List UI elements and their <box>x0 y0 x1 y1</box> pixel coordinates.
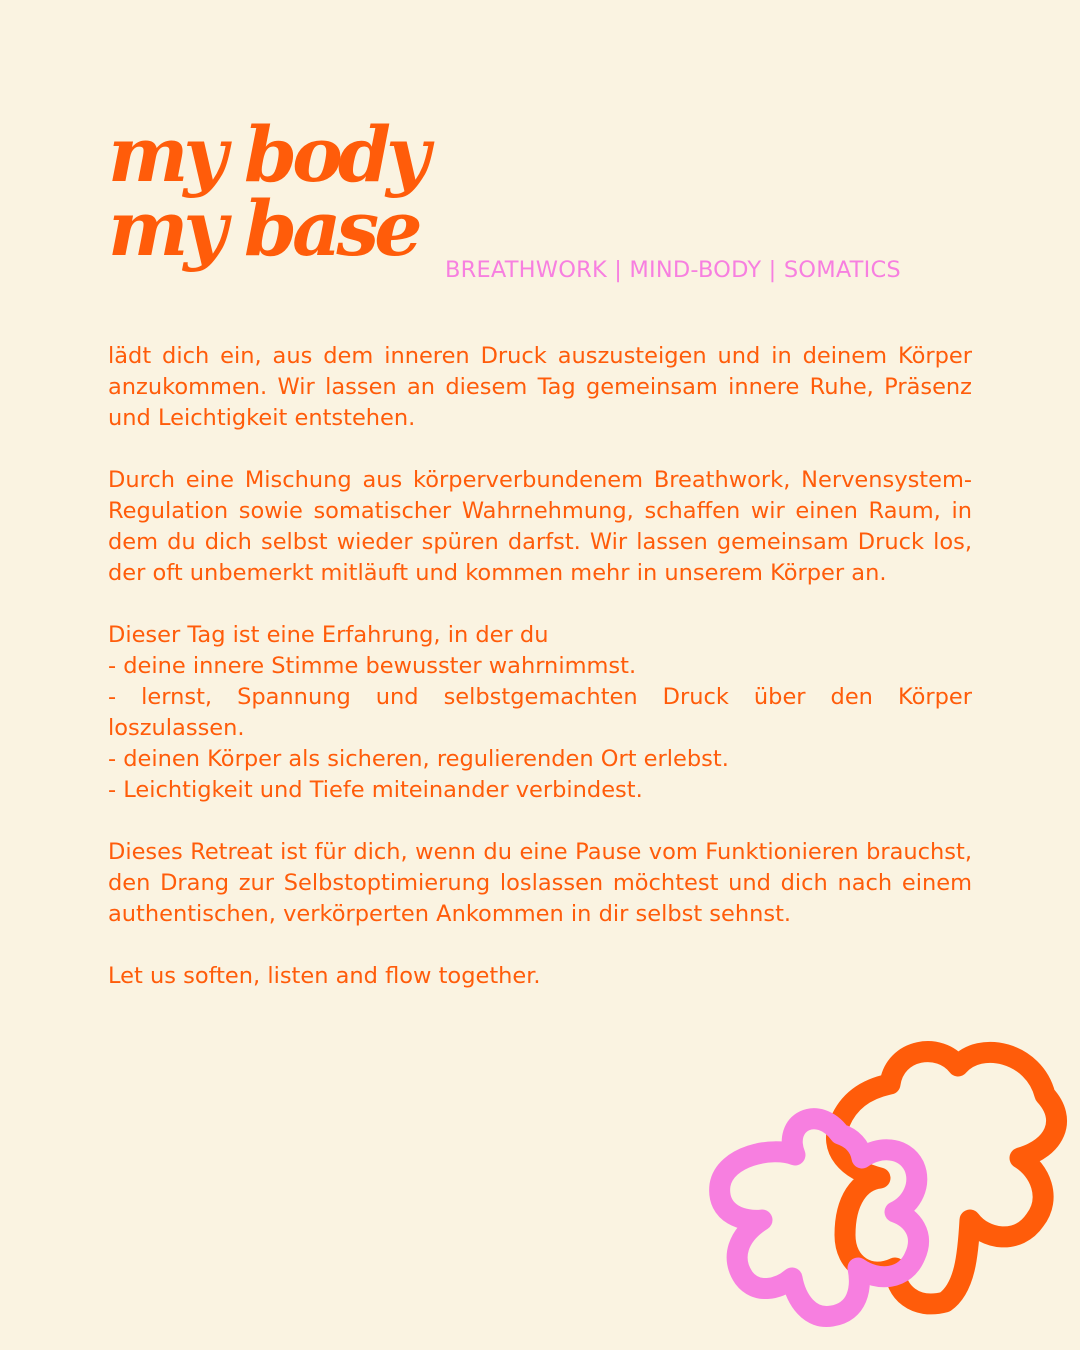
experience-lead: Dieser Tag ist eine Erfahrung, in der du <box>108 622 549 648</box>
pink-flower-icon <box>720 1119 919 1317</box>
intro-paragraph: lädt dich ein, aus dem inneren Druck auszusteigen und in deinem Körper anzukommen. Wir lassen an diesem Tag gemeinsam innere Ruhe, Präsenz und Leichtigkeit entstehen. <box>108 343 972 431</box>
method-paragraph: Durch eine Mischung aus körperverbundenem Breathwork, Nervensystem-Regulation sowie somatischer Wahrnehmung, schaffen wir einen Raum, in dem du dich selbst wieder spüren darfst. Wir lassen gemeinsam Druck los, der oft unbemerkt mitläuft und kommen mehr in unserem Körper an. <box>108 467 972 586</box>
title-line-2: my base <box>108 184 418 273</box>
page-title <box>108 110 426 273</box>
title-line-1: my body <box>108 110 426 199</box>
flower-decoration <box>700 1030 1080 1350</box>
experience-list <box>108 651 972 806</box>
experience-item: - deinen Körper als sicheren, regulierenden Ort erlebst. <box>108 746 729 772</box>
experience-item: - lernst, Spannung und selbstgemachten Druck über den Körper loszulassen. <box>108 684 972 741</box>
body-text <box>108 341 972 1023</box>
tagline: BREATHWORK | MIND-BODY | SOMATICS <box>445 257 901 283</box>
experience-item: - deine innere Stimme bewusster wahrnimmst. <box>108 653 637 679</box>
closing-line: Let us soften, listen and flow together. <box>108 963 541 989</box>
experience-item: - Leichtigkeit und Tiefe miteinander verbindest. <box>108 777 643 803</box>
audience-paragraph: Dieses Retreat ist für dich, wenn du eine Pause vom Funktionieren brauchst, den Drang zur Selbstoptimierung loslassen möchtest und dich nach einem authentischen, verkörperten Ankommen in dir selbst sehnst. <box>108 839 972 927</box>
